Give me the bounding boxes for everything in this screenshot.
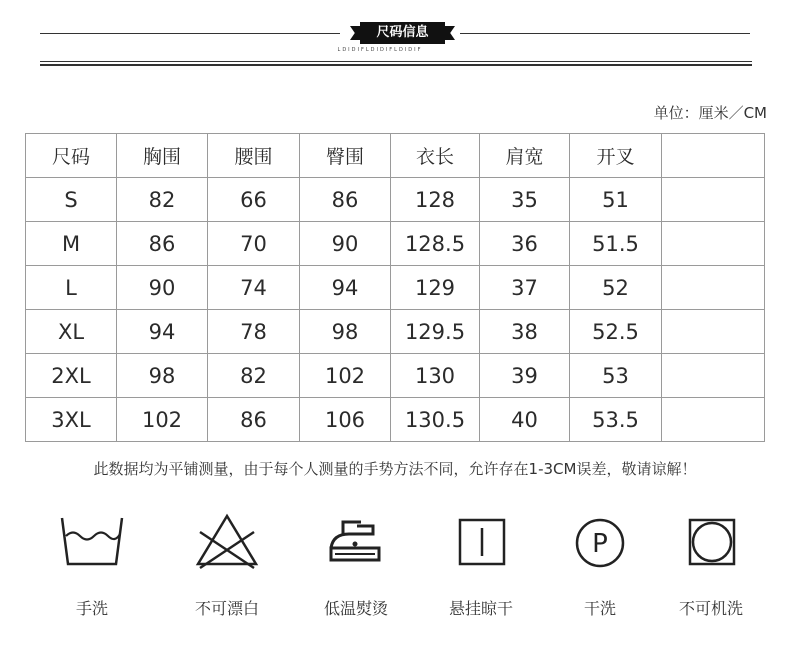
table-cell: 130.5 — [391, 398, 480, 442]
table-header-cell: 臀围 — [300, 134, 391, 178]
table-cell: 51.5 — [570, 222, 662, 266]
header-rule-right — [460, 33, 750, 34]
table-cell: 36 — [480, 222, 570, 266]
table-cell: 130 — [391, 354, 480, 398]
table-cell — [662, 310, 765, 354]
no-bleach-icon — [192, 510, 262, 570]
table-cell: 98 — [300, 310, 391, 354]
hand-wash-icon — [57, 510, 127, 570]
table-cell: 102 — [117, 398, 208, 442]
care-item-no-bleach — [167, 510, 287, 618]
header-tag — [350, 22, 455, 44]
header-rule-left — [40, 33, 340, 34]
table-cell: 129.5 — [391, 310, 480, 354]
table-cell: 52.5 — [570, 310, 662, 354]
svg-text:P: P — [592, 529, 608, 559]
table-row — [26, 310, 765, 354]
table-row — [26, 266, 765, 310]
table-header-cell: 肩宽 — [480, 134, 570, 178]
table-cell: 90 — [300, 222, 391, 266]
table-cell: 53.5 — [570, 398, 662, 442]
table-cell — [662, 398, 765, 442]
hang-dry-icon — [446, 510, 516, 570]
table-cell: 53 — [570, 354, 662, 398]
care-label: 不可漂白 — [194, 599, 259, 618]
table-cell: 128.5 — [391, 222, 480, 266]
table-cell: 3XL — [26, 398, 117, 442]
table-cell: 86 — [117, 222, 208, 266]
table-cell: 82 — [117, 178, 208, 222]
table-cell: 129 — [391, 266, 480, 310]
table-cell: M — [26, 222, 117, 266]
header-subtitle: LDIDIFLDIDIFLDIDIF — [337, 47, 423, 53]
care-label: 干洗 — [583, 599, 616, 618]
page-title: 尺码信息 — [360, 22, 445, 44]
table-cell: 2XL — [26, 354, 117, 398]
table-cell: 102 — [300, 354, 391, 398]
table-cell: 70 — [208, 222, 300, 266]
care-label: 不可机洗 — [678, 599, 743, 618]
table-cell: 52 — [570, 266, 662, 310]
table-cell: 98 — [117, 354, 208, 398]
table-cell — [662, 222, 765, 266]
table-cell — [662, 178, 765, 222]
unit-label: 单位：厘米／CM — [653, 104, 767, 122]
table-cell: XL — [26, 310, 117, 354]
table-cell: 82 — [208, 354, 300, 398]
care-item-low-iron — [296, 510, 416, 618]
table-row — [26, 354, 765, 398]
table-cell: 94 — [117, 310, 208, 354]
table-header-row — [26, 134, 765, 178]
no-tumble-dry-icon — [676, 510, 746, 570]
table-cell: 86 — [300, 178, 391, 222]
table-header-cell — [662, 134, 765, 178]
size-table — [25, 133, 765, 442]
table-header-cell: 衣长 — [391, 134, 480, 178]
table-cell: S — [26, 178, 117, 222]
table-row — [26, 398, 765, 442]
table-header-cell: 开叉 — [570, 134, 662, 178]
header-divider-thick — [40, 64, 752, 66]
care-item-hang-dry — [421, 510, 541, 618]
table-cell: 78 — [208, 310, 300, 354]
care-item-no-tumble — [651, 510, 771, 618]
table-cell — [662, 266, 765, 310]
dry-clean-icon — [565, 510, 635, 570]
table-cell: 39 — [480, 354, 570, 398]
table-cell: 37 — [480, 266, 570, 310]
care-label: 手洗 — [75, 599, 108, 618]
table-row — [26, 178, 765, 222]
table-header-cell: 尺码 — [26, 134, 117, 178]
table-cell: 40 — [480, 398, 570, 442]
table-cell: 86 — [208, 398, 300, 442]
table-cell: 51 — [570, 178, 662, 222]
table-cell: L — [26, 266, 117, 310]
care-item-dry-clean — [540, 510, 660, 618]
low-iron-icon — [321, 510, 391, 570]
ribbon-right-icon — [443, 26, 455, 40]
table-header-cell: 胸围 — [117, 134, 208, 178]
table-cell: 94 — [300, 266, 391, 310]
table-header-cell: 腰围 — [208, 134, 300, 178]
care-label: 悬挂晾干 — [448, 599, 513, 618]
measurement-note: 此数据均为平铺测量，由于每个人测量的手势方法不同，允许存在1-3CM误差，敬请谅解！ — [93, 460, 697, 478]
table-cell — [662, 354, 765, 398]
table-row — [26, 222, 765, 266]
care-item-hand-wash — [32, 510, 152, 618]
table-cell: 74 — [208, 266, 300, 310]
table-cell: 66 — [208, 178, 300, 222]
table-cell: 128 — [391, 178, 480, 222]
table-cell: 106 — [300, 398, 391, 442]
table-cell: 90 — [117, 266, 208, 310]
header-divider — [40, 61, 752, 62]
care-label: 低温熨烫 — [323, 599, 388, 618]
table-cell: 38 — [480, 310, 570, 354]
table-cell: 35 — [480, 178, 570, 222]
